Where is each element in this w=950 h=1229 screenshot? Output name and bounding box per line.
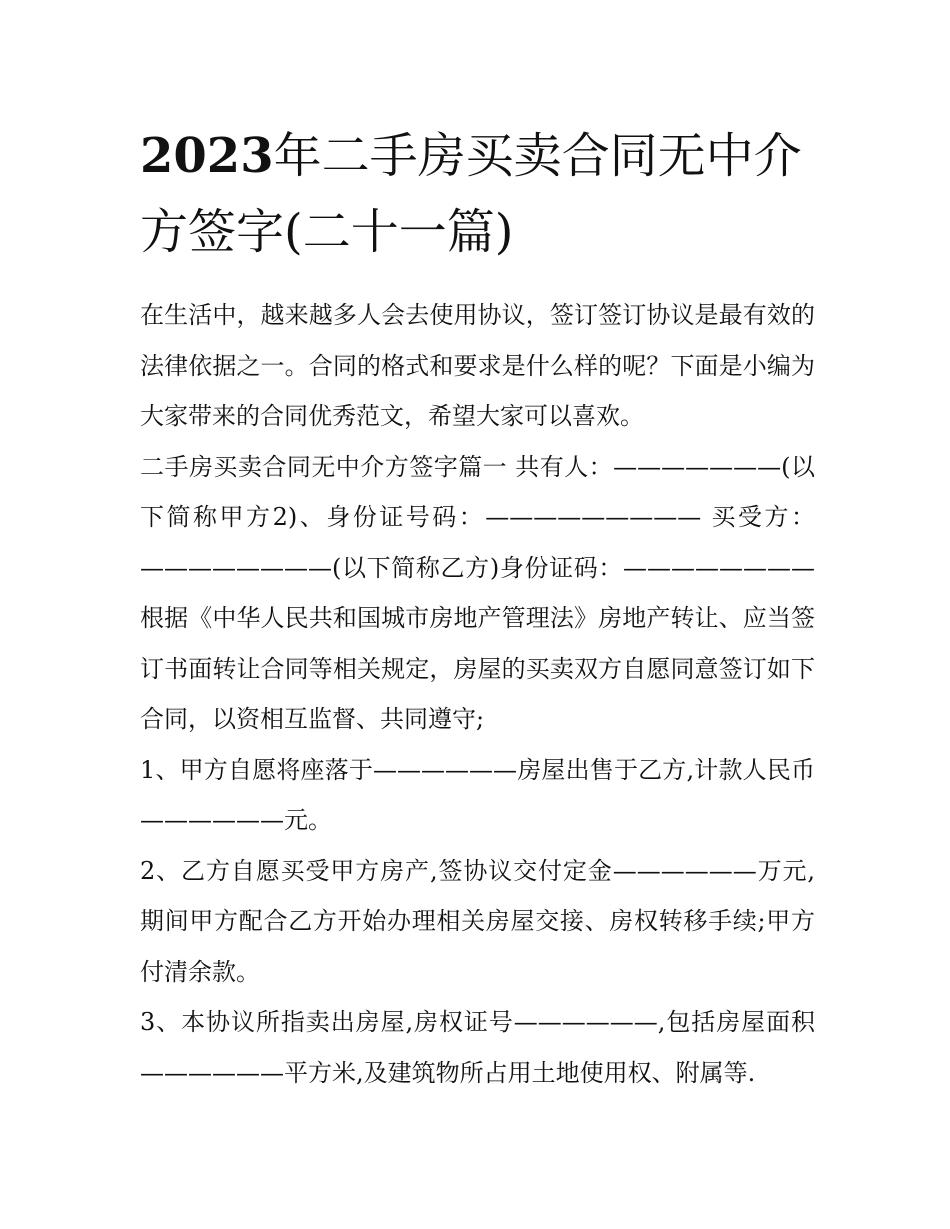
clause-2: 2、乙方自愿买受甲方房产,签协议交付定金——————万元,期间甲方配合乙方开始办理相关房屋交接、房权转移手续;甲方付清余款。 <box>140 856 815 986</box>
document-title <box>140 118 815 270</box>
title-text: 年二手房买卖合同无中介方签字(二十一篇) <box>140 128 802 260</box>
clause-3: 3、本协议所指卖出房屋,房权证号——————,包括房屋面积——————平方米,及建筑物所占用土地使用权、附属等. <box>140 1008 815 1087</box>
title-year: 2023 <box>140 128 274 184</box>
contract-parties-paragraph: 二手房买卖合同无中介方签字篇一 共有人：———————(以下简称甲方2)、身份证号码：————————— 买受方：————————(以下简称乙方)身份证码：———————— 根据《中华人民共和国城市房地产管理法》房地产转让、应当签订书面转让合同等相关规定，房屋的买卖双方自愿同意签订如下合同，以资相互监督、共同遵守; <box>140 452 815 733</box>
document-body <box>140 290 815 1098</box>
intro-paragraph: 在生活中，越来越多人会去使用协议，签订签订协议是最有效的法律依据之一。合同的格式和要求是什么样的呢？下面是小编为大家带来的合同优秀范文，希望大家可以喜欢。 <box>140 301 815 430</box>
document-page <box>140 118 815 1098</box>
clause-1: 1、甲方自愿将座落于——————房屋出售于乙方,计款人民币——————元。 <box>140 755 815 834</box>
